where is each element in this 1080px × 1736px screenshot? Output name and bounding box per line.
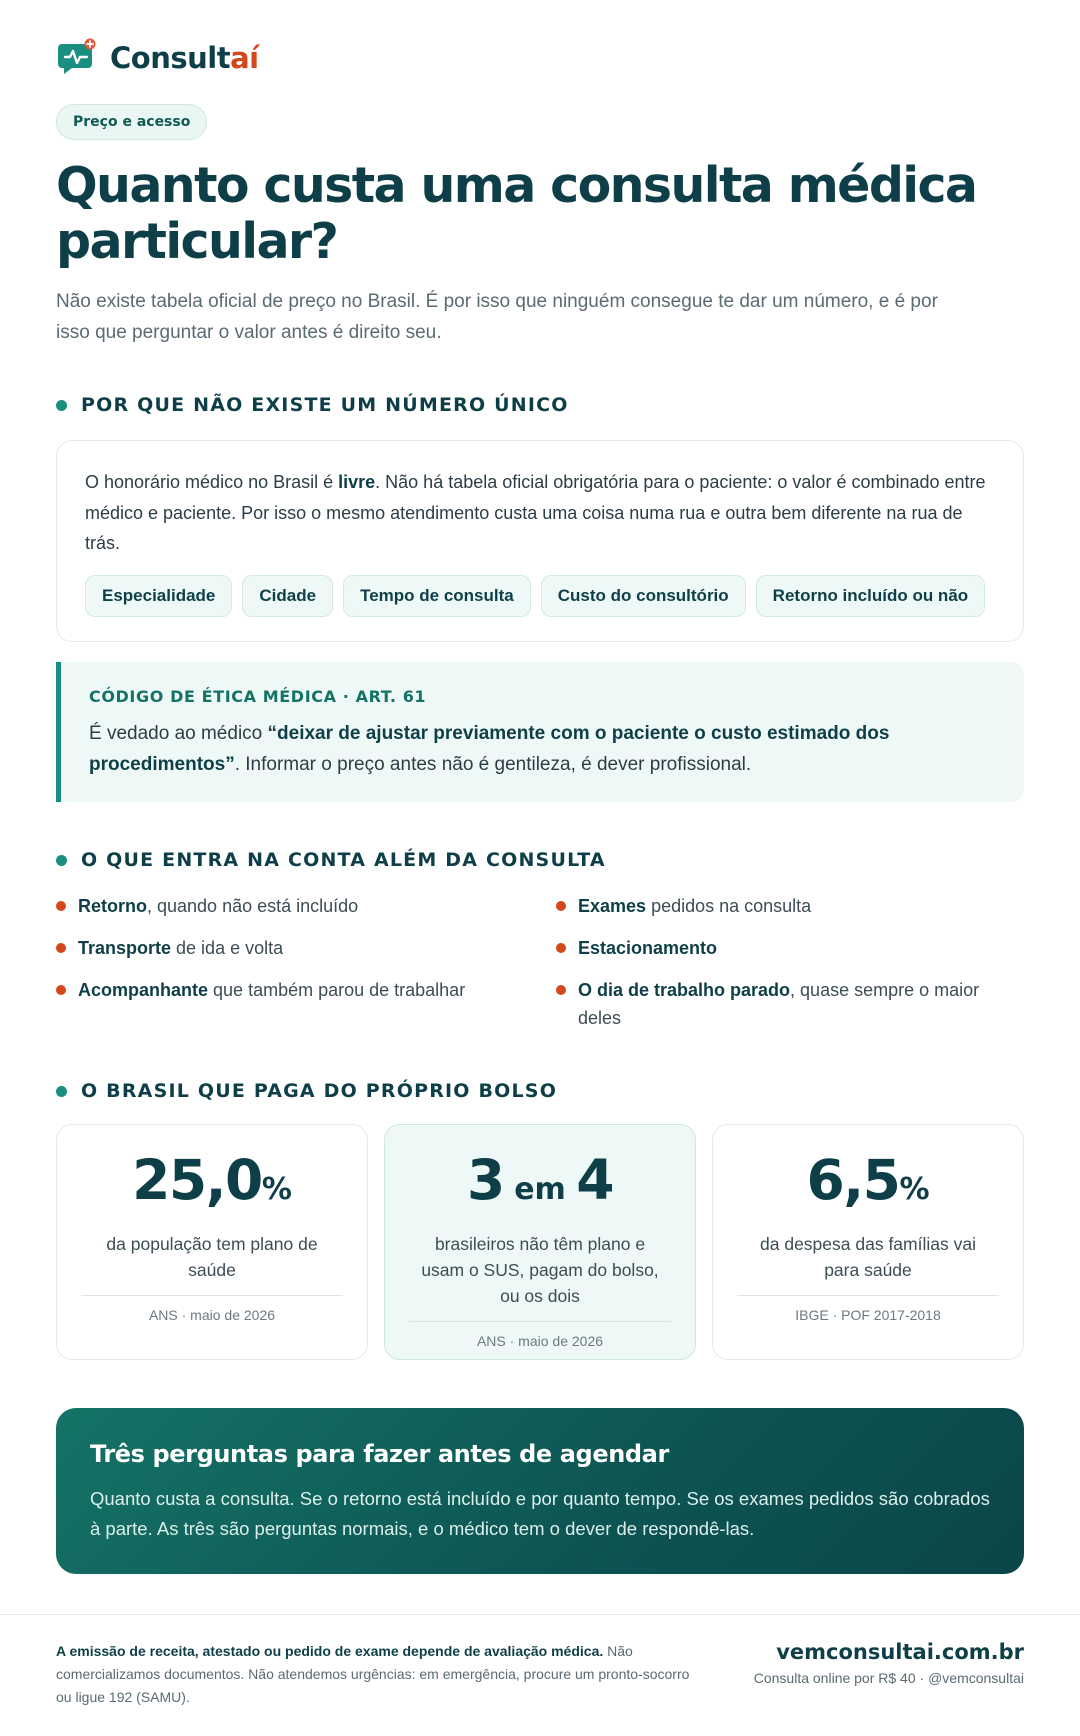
divider	[81, 1295, 343, 1296]
stat-description: da população tem plano de saúde	[106, 1234, 318, 1280]
section-heading-no-single-number: POR QUE NÃO EXISTE UM NÚMERO ÚNICO	[56, 394, 569, 416]
stat-card-health-plan	[56, 1124, 368, 1360]
page-lede: Não existe tabela oficial de preço no Brasil. É por isso que ninguém consegue te dar um número, e é por isso que perguntar o valor antes é direito seu.	[56, 291, 938, 343]
stat-value: 6,5%	[806, 1148, 930, 1212]
stat-description: brasileiros não têm plano e usam o SUS, pagam do bolso, ou os dois	[421, 1234, 659, 1306]
list-item: Acompanhante que também parou de trabalhar	[56, 976, 536, 1004]
explanation-text: O honorário médico no Brasil é livre. Não há tabela oficial obrigatória para o paciente: o valor é combinado entre médico e paciente. Por isso o mesmo atendimento custa uma coisa numa rua e outra bem diferente na rua de trás.	[85, 472, 986, 553]
stat-source: ANS · maio de 2026	[148, 1307, 276, 1323]
bullet-dot	[56, 855, 67, 866]
footer-brand	[754, 1640, 1024, 1686]
divider	[737, 1295, 999, 1296]
explanation-card	[56, 440, 1024, 642]
chip-specialty: Especialidade	[85, 575, 232, 617]
ethics-code-callout	[56, 662, 1024, 802]
list-item: Retorno, quando não está incluído	[56, 892, 536, 920]
section-heading-extra-costs: O QUE ENTRA NA CONTA ALÉM DA CONSULTA	[56, 849, 606, 871]
stat-value: 25,0%	[132, 1148, 292, 1212]
callout-heading: CÓDIGO DE ÉTICA MÉDICA · ART. 61	[89, 687, 427, 706]
chip-city: Cidade	[242, 575, 333, 617]
list-item: Estacionamento	[556, 934, 1024, 962]
site-tagline: Consulta online por R$ 40 · @vemconsultai	[753, 1670, 1024, 1686]
footer-disclaimer: A emissão de receita, atestado ou pedido de exame depende de avaliação médica. Não comercializamos documentos. Não atendemos urgências: em emergência, procure um pronto-socorro ou ligue 192 (SAMU).	[56, 1643, 690, 1705]
stat-card-family-spending	[712, 1124, 1024, 1360]
list-item: O dia de trabalho parado, quase sempre o maior deles	[556, 976, 996, 1032]
factor-chips	[85, 575, 995, 617]
category-tag: Preço e acesso	[56, 104, 207, 140]
section-heading-out-of-pocket: O BRASIL QUE PAGA DO PRÓPRIO BOLSO	[56, 1080, 557, 1102]
chat-pulse-icon	[56, 38, 96, 78]
bullet-dot	[56, 400, 67, 411]
divider	[409, 1321, 671, 1322]
bullet-dot	[56, 1086, 67, 1097]
chip-consult-time: Tempo de consulta	[343, 575, 531, 617]
brand-name: Consultaí	[110, 41, 259, 75]
site-link[interactable]: vemconsultai.com.br	[776, 1640, 1024, 1664]
stat-value: 3 em 4	[466, 1148, 614, 1212]
footer-divider	[0, 1614, 1080, 1615]
callout-text: É vedado ao médico “deixar de ajustar previamente com o paciente o custo estimado dos procedimentos”. Informar o preço antes não é gentileza, é dever profissional.	[89, 723, 890, 775]
stat-source: IBGE · POF 2017-2018	[795, 1307, 941, 1323]
stat-description: da despesa das famílias vai para saúde	[760, 1234, 976, 1280]
brand-logo[interactable]	[56, 38, 259, 78]
chip-office-cost: Custo do consultório	[541, 575, 746, 617]
stat-card-no-plan	[384, 1124, 696, 1360]
questions-cta-card	[56, 1408, 1024, 1574]
list-item: Exames pedidos na consulta	[556, 892, 1024, 920]
cta-heading: Três perguntas para fazer antes de agendar	[90, 1440, 669, 1468]
page-title: Quanto custa uma consulta médica particular?	[56, 157, 977, 270]
cta-text: Quanto custa a consulta. Se o retorno está incluído e por quanto tempo. Se os exames pedidos são cobrados à parte. As três são perguntas normais, e o médico tem o dever de respondê-las.	[90, 1488, 990, 1539]
list-item: Transporte de ida e volta	[56, 934, 536, 962]
chip-return-included: Retorno incluído ou não	[756, 575, 985, 617]
stat-source: ANS · maio de 2026	[476, 1333, 604, 1349]
